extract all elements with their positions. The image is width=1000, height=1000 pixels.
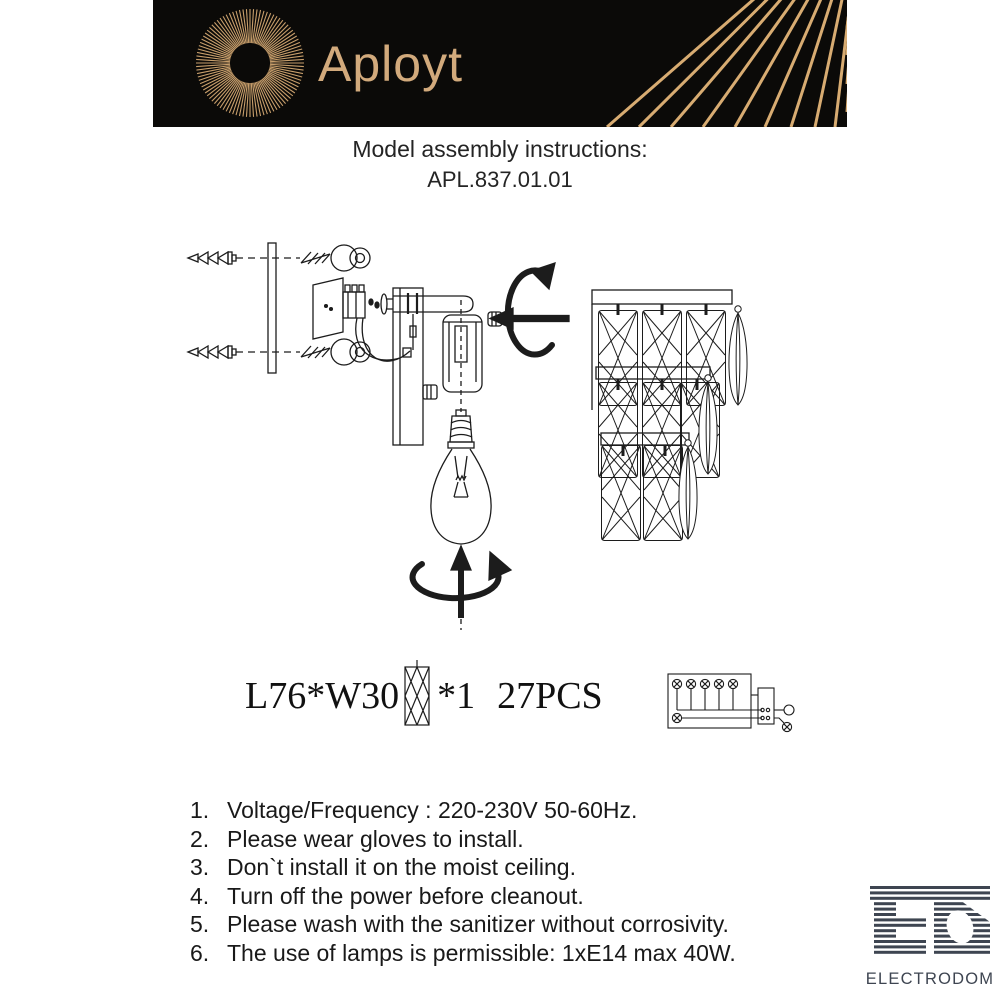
- title-block: [0, 136, 1000, 193]
- electrodom-text: ELECTRODOM: [865, 970, 995, 988]
- wiring-diagram: [663, 666, 803, 754]
- item-text: Don`t install it on the moist ceiling.: [227, 854, 576, 880]
- brand-wordmark: Aployt: [318, 35, 463, 92]
- item-number: 2.: [190, 825, 210, 852]
- item-number: 6.: [190, 939, 210, 966]
- list-item: [190, 882, 736, 911]
- instruction-list: [190, 796, 736, 967]
- item-text: The use of lamps is permissible: 1xE14 max 40W.: [227, 939, 736, 966]
- crystal-pieces: 27PCS: [497, 675, 603, 717]
- model-number: APL.837.01.01: [427, 167, 573, 192]
- crystal-dimensions: L76*W30: [245, 675, 400, 717]
- page-title: Model assembly instructions:: [352, 136, 648, 162]
- list-item: [190, 853, 736, 882]
- sconce-diagram: [592, 290, 747, 541]
- electrodom-logo: [863, 886, 997, 989]
- list-item: [190, 939, 736, 968]
- item-text: Voltage/Frequency : 220-230V 50-60Hz.: [227, 797, 638, 823]
- assembly-diagram: [160, 230, 780, 650]
- item-number: 5.: [190, 911, 210, 937]
- ed-stripes-logo-icon: [868, 886, 992, 962]
- crystal-icon: [401, 660, 433, 732]
- crystal-quantity: *1: [437, 675, 476, 717]
- item-text: Please wear gloves to install.: [227, 825, 524, 852]
- item-number: 1.: [190, 797, 210, 823]
- item-text: Please wash with the sanitizer without corrosivity.: [227, 911, 729, 937]
- list-item: [190, 910, 736, 939]
- item-text: Turn off the power before cleanout.: [227, 882, 584, 909]
- crystal-spec-row: [245, 660, 603, 732]
- rotation-arrow-icon: [413, 546, 511, 618]
- item-number: 4.: [190, 882, 210, 909]
- list-item: [190, 796, 736, 825]
- brand-banner: [153, 0, 847, 127]
- list-item: [190, 825, 736, 854]
- sunburst-logo-icon: [190, 3, 310, 123]
- fan-rays-icon: [577, 0, 847, 127]
- bulb-icon: [431, 410, 491, 544]
- item-number: 3.: [190, 854, 210, 880]
